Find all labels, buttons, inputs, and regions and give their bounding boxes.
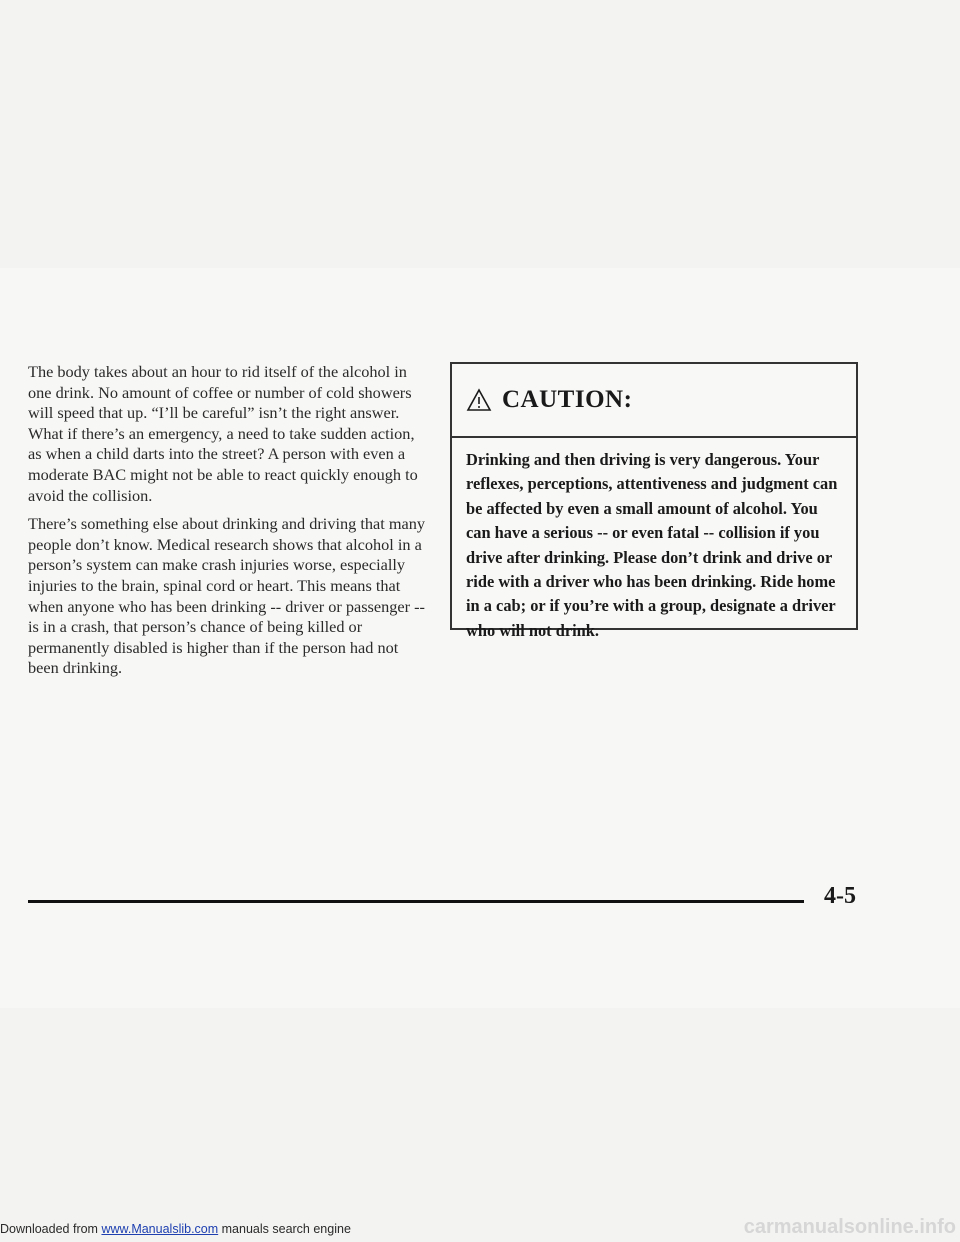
page-number: 4-5 [824, 883, 856, 909]
body-paragraph-1: The body takes about an hour to rid itself of the alcohol in one drink. No amount of coffee or number of cold showers will speed that up. “I’ll be careful” isn’t the right answer. What if there’s an emergency, a need to take sudden action, as when a child darts into the street? A person with even a moderate BAC might not be able to react quickly enough to avoid the collision. [28, 362, 418, 505]
caution-text: Drinking and then driving is very dangerous. Your reflexes, perceptions, attentiveness and judgment can be affected by even a small amount of alcohol. You can have a serious -- or even fatal -- collision if you drive after drinking. Please don’t drink and drive or ride with a driver who has been drinking. Ride home in a cab; or if you’re with a group, designate a driver who will not drink. [466, 450, 838, 640]
body-text-column [28, 362, 428, 687]
manualslib-link[interactable]: www.Manualslib.com [101, 1222, 219, 1236]
footer-suffix: manuals search engine [218, 1222, 351, 1236]
body-paragraph-2: There’s something else about drinking and driving that many people don’t know. Medical research shows that alcohol in a person’s system can make crash injuries worse, especially injuries to the brain, spinal cord or heart. This means that when anyone who has been drinking -- driver or passenger -- is in a crash, that person’s chance of being killed or permanently disabled is higher than if the person had not been drinking. [28, 514, 425, 678]
watermark: carmanualsonline.info [743, 1216, 956, 1238]
caution-title: CAUTION: [502, 386, 633, 413]
caution-box [450, 362, 858, 640]
warning-triangle-icon [466, 388, 492, 412]
page-rule [28, 900, 804, 903]
caution-header [452, 364, 856, 438]
footer-prefix: Downloaded from [0, 1222, 102, 1236]
